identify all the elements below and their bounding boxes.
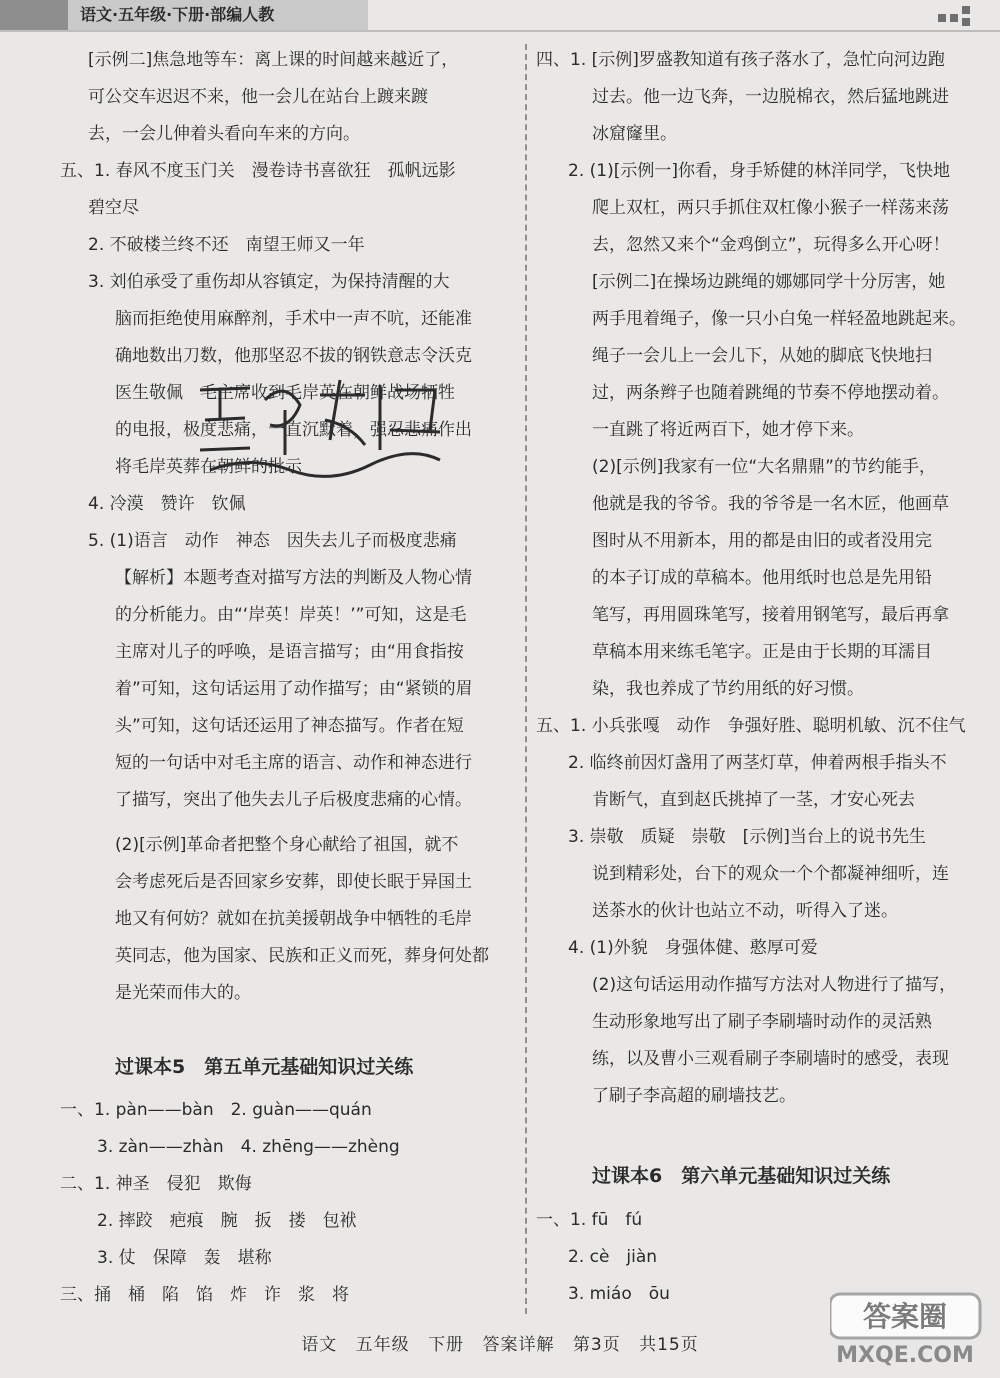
answer-line: 可公交车迟迟不来，他一会儿在站台上踱来踱 bbox=[88, 87, 428, 107]
answer-line: 过去。他一边飞奔，一边脱棉衣，然后猛地跳进 bbox=[592, 87, 949, 107]
answer-line: (2)这句话运用动作描写方法对人物进行了描写， bbox=[592, 975, 957, 995]
column-divider bbox=[525, 44, 527, 1314]
header-rule bbox=[0, 30, 1000, 32]
footer-kind: 答案详解 bbox=[482, 1335, 555, 1355]
answer-line: 4. (1)外貌 身强体健、憨厚可爱 bbox=[568, 938, 818, 958]
answer-line: 图时从不用新本，用的都是由旧的或者没用完 bbox=[592, 531, 932, 551]
answer-line: 去，一会儿伸着头看向车来的方向。 bbox=[88, 124, 360, 144]
answer-line: 草稿本用来练毛笔字。正是由于长期的耳濡目 bbox=[592, 642, 932, 662]
answer-line: 2. (1)[示例一]你看，身手矫健的林洋同学，飞快地 bbox=[568, 161, 950, 181]
answer-line: 笔写，再用圆珠笔写，接着用钢笔写，最后再拿 bbox=[592, 605, 949, 625]
answer-line: 绳子一会儿上一会儿下，从她的脚底飞快地扫 bbox=[592, 346, 932, 366]
answer-line: 3. 仗 保障 轰 堪称 bbox=[97, 1248, 272, 1268]
answer-line: 5. (1)语言 动作 神态 因失去儿子而极度悲痛 bbox=[88, 531, 457, 551]
answer-line: 3. 刘伯承受了重伤却从容镇定，为保持清醒的大 bbox=[88, 272, 450, 292]
answer-line: 说到精彩处，台下的观众一个个都凝神细听，连 bbox=[592, 864, 949, 884]
handwritten-watermark bbox=[190, 370, 460, 490]
section-title-unit5: 过课本5 第五单元基础知识过关练 bbox=[115, 1056, 414, 1078]
answer-line: (2)[示例]我家有一位“大名鼎鼎”的节约能手， bbox=[592, 457, 936, 477]
answer-line: 生动形象地写出了刷子李刷墙时动作的灵活熟 bbox=[592, 1012, 932, 1032]
answer-line: 一、1. pàn——bàn 2. guàn——quán bbox=[60, 1100, 372, 1120]
answer-line: 爬上双杠，两只手抓住双杠像小猴子一样荡来荡 bbox=[592, 198, 949, 218]
answer-line: 了描写，突出了他失去儿子后极度悲痛的心情。 bbox=[115, 790, 472, 810]
footer-subject: 语文 bbox=[301, 1335, 338, 1355]
footer-grade: 五年级 bbox=[355, 1335, 410, 1355]
answer-line: 英同志，他为国家、民族和正义而死，葬身何处都 bbox=[115, 946, 489, 966]
answer-line: 主席对儿子的呼唤，是语言描写；由“用食指按 bbox=[115, 642, 464, 662]
corner-logo-url: MXQE.COM bbox=[836, 1343, 974, 1368]
answer-line: 是光荣而伟大的。 bbox=[115, 983, 251, 1003]
answer-line: 将毛岸英葬在朝鲜的批示 bbox=[115, 457, 302, 477]
answer-line: 肯断气，直到赵氏挑掉了一茎，才安心死去 bbox=[592, 790, 915, 810]
answer-line: 4. 冷漠 赞许 钦佩 bbox=[88, 494, 246, 514]
answer-line: 地又有何妨？就如在抗美援朝战争中牺牲的毛岸 bbox=[115, 909, 472, 929]
answer-line: 的电报，极度悲痛，一直沉默着，强忍悲痛作出 bbox=[115, 420, 472, 440]
answer-line: 了刷子李高超的刷墙技艺。 bbox=[592, 1086, 796, 1106]
page-header bbox=[0, 0, 1000, 34]
answer-line: 会考虑死后是否回家乡安葬，即使长眠于异国土 bbox=[115, 872, 472, 892]
corner-logo-watermark bbox=[830, 1290, 990, 1370]
answer-line: 确地数出刀数，他那坚忍不拔的钢铁意志令沃克 bbox=[115, 346, 472, 366]
decorative-squares-icon bbox=[938, 6, 978, 30]
answer-line: (2)[示例]革命者把整个身心献给了祖国，就不 bbox=[115, 835, 459, 855]
answer-line: 2. 摔跤 疤痕 腕 扳 搂 包袱 bbox=[97, 1211, 357, 1231]
answer-line: 冰窟窿里。 bbox=[592, 124, 677, 144]
section-title-unit6: 过课本6 第六单元基础知识过关练 bbox=[592, 1165, 891, 1187]
footer-total: 共15页 bbox=[639, 1335, 699, 1355]
answer-line: 的分析能力。由“‘岸英！岸英！’”可知，这是毛 bbox=[115, 605, 467, 625]
answer-line: 三、捅 桶 陷 馅 炸 诈 浆 将 bbox=[60, 1285, 349, 1305]
answer-line: 染，我也养成了节约用纸的好习惯。 bbox=[592, 679, 864, 699]
answer-line: 二、1. 神圣 侵犯 欺侮 bbox=[60, 1174, 252, 1194]
answer-line: 五、1. 小兵张嘎 动作 争强好胜、聪明机敏、沉不住气 bbox=[536, 716, 966, 736]
header-dark-block bbox=[0, 0, 68, 30]
answer-line: 过，两条辫子也随着跳绳的节奏不停地摆动着。 bbox=[592, 383, 949, 403]
answer-line: 3. 崇敬 质疑 崇敬 [示例]当台上的说书先生 bbox=[568, 827, 926, 847]
corner-logo-text: 答案圈 bbox=[862, 1300, 948, 1333]
answer-line: 头”可知，这句话还运用了神态描写。作者在短 bbox=[115, 716, 464, 736]
answer-line: 脑而拒绝使用麻醉剂，手术中一声不吭，还能准 bbox=[115, 309, 472, 329]
answer-line: 他就是我的爷爷。我的爷爷是一名木匠，他画草 bbox=[592, 494, 949, 514]
answer-line: 一直跳了将近两百下，她才停下来。 bbox=[592, 420, 864, 440]
answer-line: 医生敬佩 毛主席收到毛岸英在朝鲜战场牺牲 bbox=[115, 383, 455, 403]
footer-page: 第3页 bbox=[572, 1335, 621, 1355]
answer-line: 3. zàn——zhàn 4. zhēng——zhèng bbox=[97, 1137, 400, 1157]
answer-line: 3. miáo ōu bbox=[568, 1284, 670, 1304]
header-title: 语文·五年级·下册·部编人教 bbox=[68, 0, 368, 30]
answer-line: 2. 不破楼兰终不还 南望王师又一年 bbox=[88, 235, 365, 255]
answer-line: 2. cè jiàn bbox=[568, 1247, 658, 1267]
answer-line: 短的一句话中对毛主席的语言、动作和神态进行 bbox=[115, 753, 472, 773]
answer-line: 四、1. [示例]罗盛教知道有孩子落水了，急忙向河边跑 bbox=[536, 50, 945, 70]
answer-line: 一、1. fū fú bbox=[536, 1210, 643, 1230]
answer-line: 去，忽然又来个“金鸡倒立”，玩得多么开心呀！ bbox=[592, 235, 950, 255]
answer-line: 的本子订成的草稿本。他用纸时也总是先用铅 bbox=[592, 568, 932, 588]
answer-line: 两手甩着绳子，像一只小白兔一样轻盈地跳起来。 bbox=[592, 309, 966, 329]
footer-volume: 下册 bbox=[428, 1335, 465, 1355]
answer-line: 2. 临终前因灯盏用了两茎灯草，伸着两根手指头不 bbox=[568, 753, 947, 773]
answer-line: 练，以及曹小三观看刷子李刷墙时的感受，表现 bbox=[592, 1049, 949, 1069]
answer-line: 碧空尽 bbox=[88, 198, 139, 218]
answer-line: [示例二]在操场边跳绳的娜娜同学十分厉害，她 bbox=[592, 272, 946, 292]
analysis-label: 【解析】本题考查对描写方法的判断及人物心情 bbox=[115, 568, 472, 588]
answer-line: 送茶水的伙计也站立不动，听得入了迷。 bbox=[592, 901, 898, 921]
answer-line: [示例二]焦急地等车：离上课的时间越来越近了， bbox=[88, 50, 459, 70]
answer-line: 五、1. 春风不度玉门关 漫卷诗书喜欲狂 孤帆远影 bbox=[60, 161, 456, 181]
answer-line: 着”可知，这句话运用了动作描写；由“紧锁的眉 bbox=[115, 679, 473, 699]
